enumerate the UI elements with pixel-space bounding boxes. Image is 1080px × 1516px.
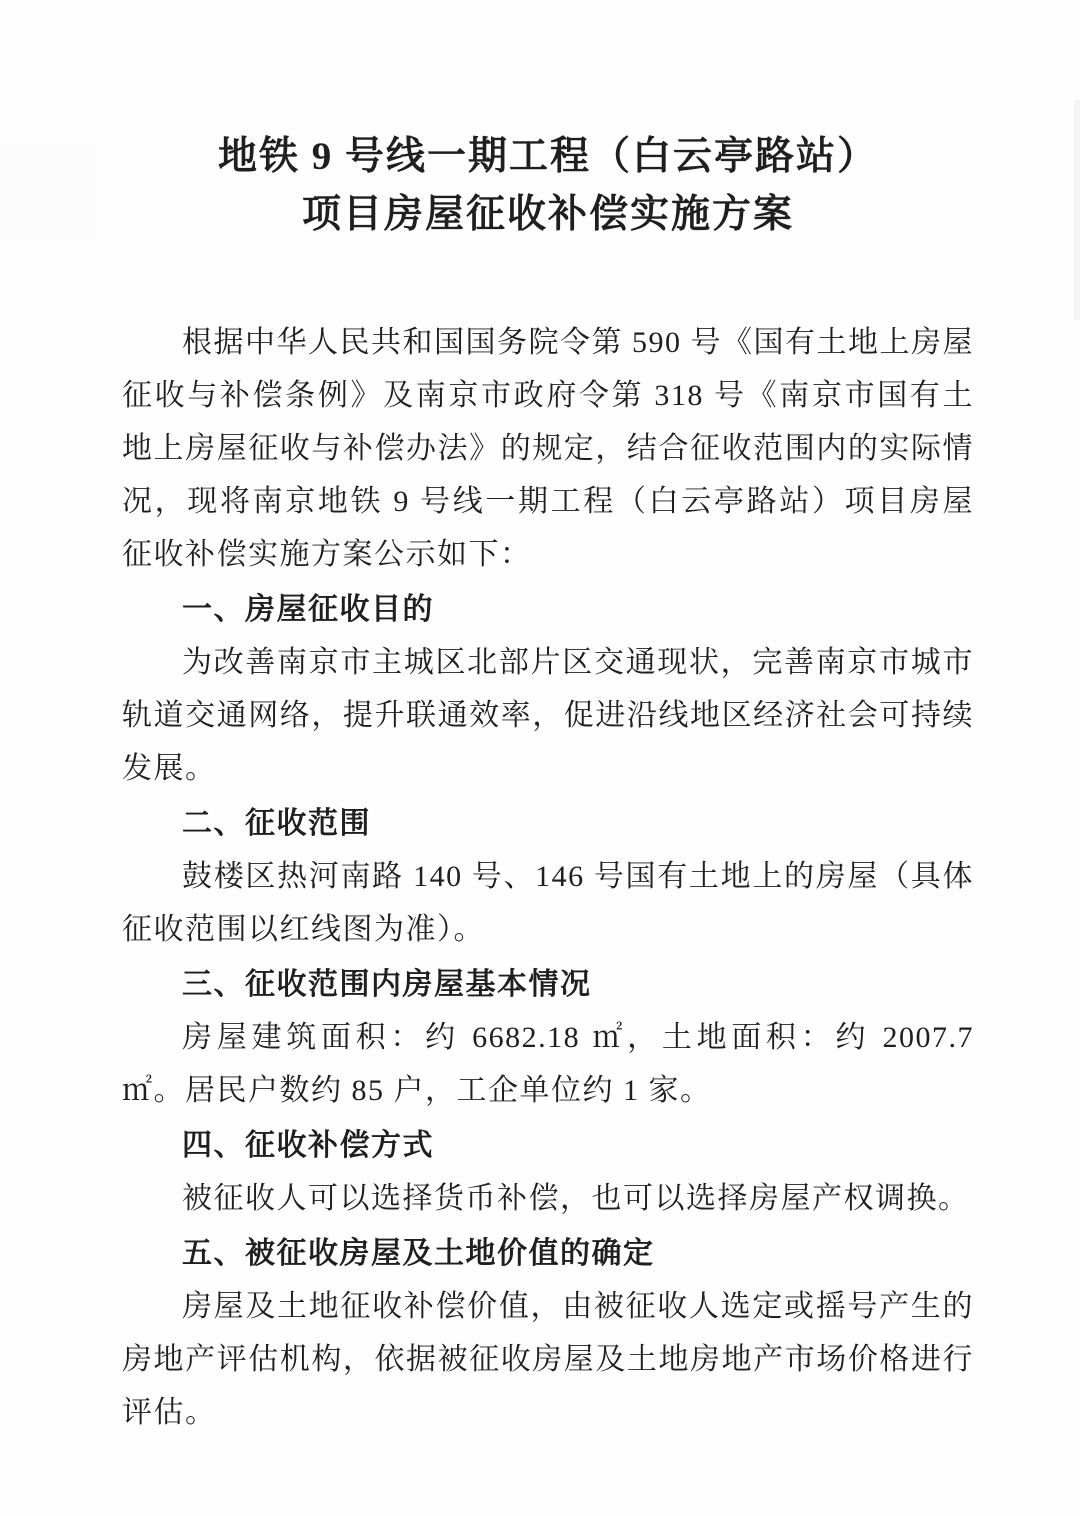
section-5-body: 房屋及土地征收补偿价值，由被征收人选定或摇号产生的房地产评估机构，依据被征收房屋及土地房地产市场价格进行评估。 — [122, 1290, 974, 1429]
section-3-heading: 三、征收范围内房屋基本情况 — [182, 968, 592, 1001]
scan-artifact-left — [0, 140, 96, 240]
section-1-body: 为改善南京市主城区北部片区交通现状，完善南京市城市轨道交通网络，提升联通效率，促进沿线地区经济社会可持续发展。 — [122, 646, 974, 785]
section-4-heading: 四、征收补偿方式 — [182, 1129, 434, 1162]
section-5-heading: 五、被征收房屋及土地价值的确定 — [182, 1237, 655, 1270]
section-2-body: 鼓楼区热河南路 140 号、146 号国有土地上的房屋（具体征收范围以红线图为准）。 — [122, 860, 974, 946]
section-1-heading: 一、房屋征收目的 — [182, 593, 434, 626]
document-title-line1: 地铁 9 号线一期工程（白云亭路站） — [217, 135, 878, 178]
scan-artifact-right — [1074, 100, 1080, 320]
section-2-heading: 二、征收范围 — [182, 807, 371, 840]
document-title — [122, 128, 974, 244]
section-4-body: 被征收人可以选择货币补偿，也可以选择房屋产权调换。 — [182, 1182, 970, 1215]
intro-paragraph: 根据中华人民共和国国务院令第 590 号《国有土地上房屋征收与补偿条例》及南京市政府令第 318 号《南京市国有土地上房屋征收与补偿办法》的规定，结合征收范围内的实际情况，现将南京地铁 9 号线一期工程（白云亭路站）项目房屋征收补偿实施方案公示如下： — [122, 326, 974, 571]
document-title-line2: 项目房屋征收补偿实施方案 — [301, 193, 794, 236]
section-3-body: 房屋建筑面积：约 6682.18 ㎡，土地面积：约 2007.7 ㎡。居民户数约 85 户，工企单位约 1 家。 — [122, 1021, 974, 1107]
